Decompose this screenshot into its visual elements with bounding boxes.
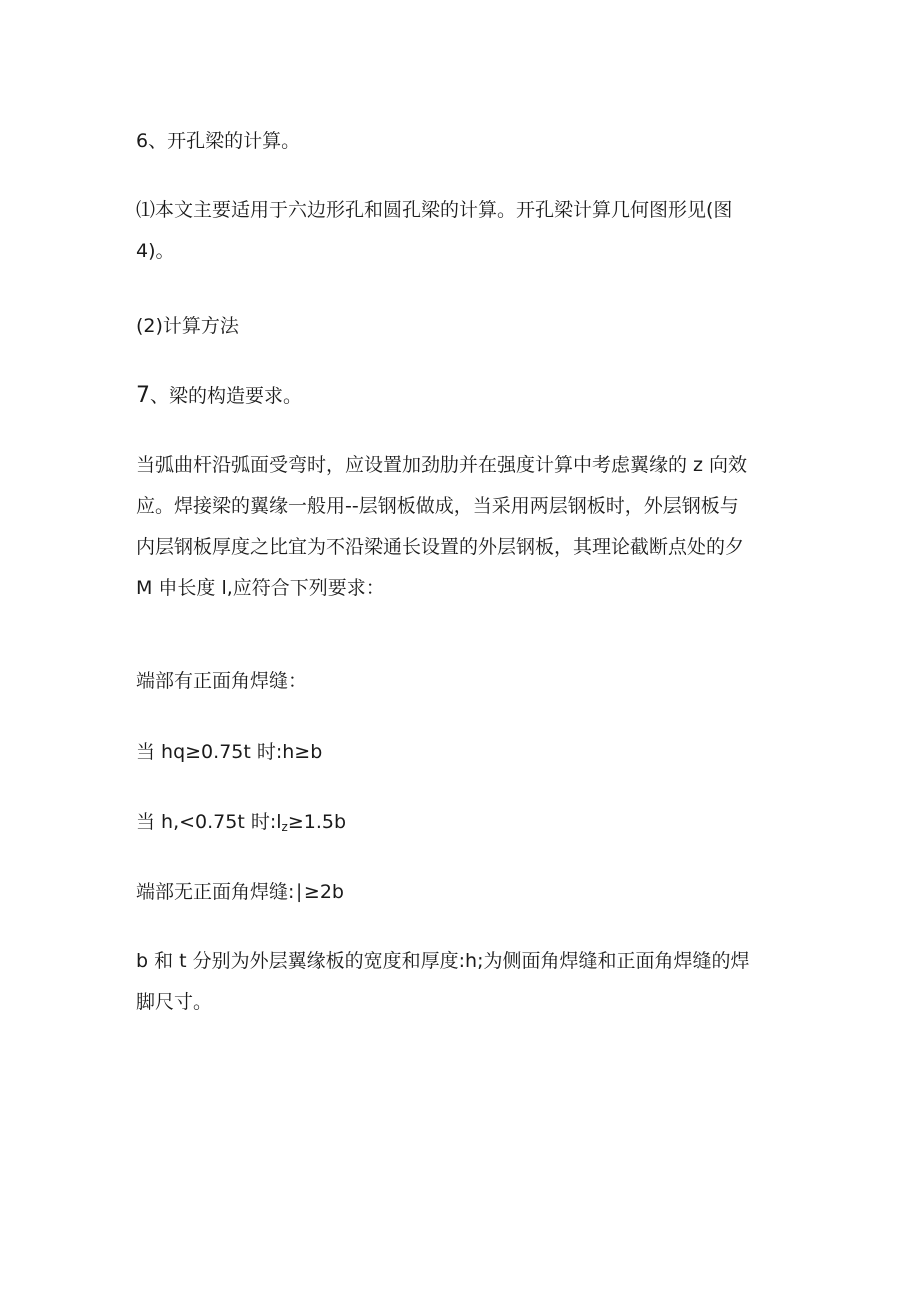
section-heading-7 bbox=[136, 379, 796, 413]
paragraph-definitions-line-1: b 和 t 分别为外层翼缘板的宽度和厚度:h;为侧面角焊缝和正面角焊缝的焊 bbox=[136, 950, 750, 972]
section-heading-6 bbox=[136, 124, 796, 158]
paragraph-requirements-line-1: 当弧曲杆沿弧面受弯时，应设置加劲肋并在强度计算中考虑翼缘的 z 向效 bbox=[136, 454, 748, 476]
formula-condition-2-suffix: ≥1.5b bbox=[287, 811, 347, 833]
section-heading-7-text: 、梁的构造要求。 bbox=[150, 385, 303, 407]
paragraph-scope bbox=[136, 193, 796, 268]
paragraph-requirements-line-3: 内层钢板厚度之比宜为不沿梁通长设置的外层钢板，其理论截断点处的夕 bbox=[136, 536, 745, 558]
paragraph-requirements-line-2: 应。焊接梁的翼缘一般用--层钢板做成，当采用两层钢板时，外层钢板与 bbox=[136, 495, 739, 517]
formula-condition-1 bbox=[136, 735, 796, 769]
paragraph-definitions bbox=[136, 944, 796, 1019]
formula-condition-2-prefix: 当 h,<0.75t 时:l bbox=[136, 811, 282, 833]
paragraph-end-without-weld bbox=[136, 875, 796, 909]
formula-condition-2-subscript: z bbox=[281, 820, 288, 834]
paragraph-method-text: (2)计算方法 bbox=[136, 315, 239, 337]
section-heading-6-text: 6、开孔梁的计算。 bbox=[136, 130, 301, 152]
section-heading-7-number: 7 bbox=[136, 383, 150, 408]
paragraph-requirements-line-4: M 申长度 l,应符合下列要求： bbox=[136, 577, 385, 599]
formula-condition-1-text: 当 hq≥0.75t 时:h≥b bbox=[136, 741, 323, 763]
paragraph-requirements bbox=[136, 448, 796, 605]
paragraph-end-with-weld bbox=[136, 664, 796, 698]
paragraph-end-with-weld-text: 端部有正面角焊缝： bbox=[136, 670, 308, 692]
paragraph-method bbox=[136, 309, 796, 343]
formula-condition-2 bbox=[136, 805, 796, 844]
paragraph-end-without-weld-text: 端部无正面角焊缝:∣≥2b bbox=[136, 881, 344, 903]
paragraph-scope-line-2: 4)。 bbox=[136, 240, 175, 262]
paragraph-scope-line-1: ⑴本文主要适用于六边形孔和圆孔梁的计算。开孔梁计算几何图形见(图 bbox=[136, 199, 733, 221]
paragraph-definitions-line-2: 脚尺寸。 bbox=[136, 991, 213, 1013]
